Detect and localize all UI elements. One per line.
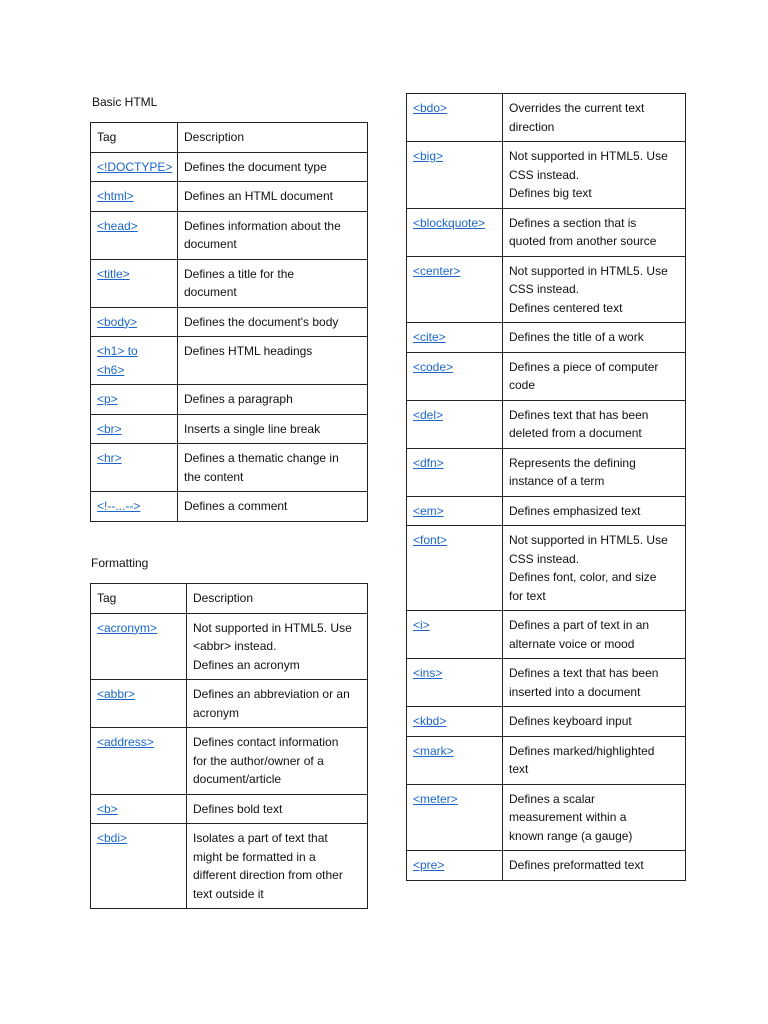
tag-description: Defines a title for the document (178, 259, 368, 307)
tag-link[interactable]: <acronym> (91, 613, 187, 680)
tag-link[interactable]: <blockquote> (407, 208, 503, 256)
table-row (91, 414, 368, 444)
table-row (91, 152, 368, 182)
tag-link[interactable]: <center> (407, 256, 503, 323)
table-row (407, 851, 686, 881)
table-row (407, 611, 686, 659)
tag-link[interactable]: <em> (407, 496, 503, 526)
table-row (407, 526, 686, 611)
tag-link[interactable]: <pre> (407, 851, 503, 881)
tag-description: Defines an abbreviation or an acronym (187, 680, 368, 728)
table-row (407, 142, 686, 209)
tag-description: Defines preformatted text (503, 851, 686, 881)
tag-description: Defines a comment (178, 492, 368, 522)
tag-link[interactable]: <b> (91, 794, 187, 824)
column-header-tag: Tag (91, 584, 187, 614)
table-row (407, 784, 686, 851)
tag-description: Defines a section that is quoted from another source (503, 208, 686, 256)
tag-link[interactable]: <hr> (91, 444, 178, 492)
tag-link[interactable]: <html> (91, 182, 178, 212)
table-row (91, 211, 368, 259)
table-row (407, 659, 686, 707)
tag-link[interactable]: <dfn> (407, 448, 503, 496)
table-row (91, 182, 368, 212)
tag-link[interactable]: <mark> (407, 736, 503, 784)
tag-description: Defines a scalar measurement within a known range (a gauge) (503, 784, 686, 851)
tag-link[interactable]: <abbr> (91, 680, 187, 728)
tag-link[interactable]: <h1> to <h6> (91, 337, 178, 385)
tag-link[interactable]: <big> (407, 142, 503, 209)
tag-link[interactable]: <!DOCTYPE> (91, 152, 178, 182)
tag-link[interactable]: <bdo> (407, 94, 503, 142)
table-row (407, 448, 686, 496)
table-row (91, 307, 368, 337)
tag-description: Defines a text that has been inserted into a document (503, 659, 686, 707)
table-row (91, 613, 368, 680)
tag-link[interactable]: <i> (407, 611, 503, 659)
table-row (91, 259, 368, 307)
table-row (407, 496, 686, 526)
tag-link[interactable]: <meter> (407, 784, 503, 851)
tag-link[interactable]: <address> (91, 728, 187, 795)
tag-description: Defines information about the document (178, 211, 368, 259)
formatting-table (90, 583, 368, 909)
tag-link[interactable]: <br> (91, 414, 178, 444)
table-row (407, 736, 686, 784)
tag-link[interactable]: <bdi> (91, 824, 187, 909)
tag-description: Defines text that has been deleted from a document (503, 400, 686, 448)
tag-description: Not supported in HTML5. Use <abbr> instead. Defines an acronym (187, 613, 368, 680)
table-row (91, 794, 368, 824)
table-header-row (91, 123, 368, 153)
tag-description: Defines contact information for the author/owner of a document/article (187, 728, 368, 795)
column-header-description: Description (178, 123, 368, 153)
section-heading-formatting: Formatting (91, 556, 149, 570)
tag-description: Defines a paragraph (178, 385, 368, 415)
tag-description: Defines HTML headings (178, 337, 368, 385)
table-row (91, 444, 368, 492)
tag-description: Overrides the current text direction (503, 94, 686, 142)
table-row (407, 208, 686, 256)
tag-description: Not supported in HTML5. Use CSS instead. Defines centered text (503, 256, 686, 323)
table-row (91, 728, 368, 795)
table-row (91, 385, 368, 415)
basic-html-table (90, 122, 368, 522)
tag-link[interactable]: <del> (407, 400, 503, 448)
tag-description: Defines emphasized text (503, 496, 686, 526)
tag-description: Defines bold text (187, 794, 368, 824)
tag-link[interactable]: <!--...--> (91, 492, 178, 522)
table-header-row (91, 584, 368, 614)
table-row (407, 352, 686, 400)
table-row (407, 707, 686, 737)
tag-description: Defines the document's body (178, 307, 368, 337)
tag-link[interactable]: <code> (407, 352, 503, 400)
tag-link[interactable]: <cite> (407, 323, 503, 353)
tag-description: Defines keyboard input (503, 707, 686, 737)
table-row (407, 400, 686, 448)
tag-description: Defines a thematic change in the content (178, 444, 368, 492)
tag-description: Defines an HTML document (178, 182, 368, 212)
tag-description: Represents the defining instance of a term (503, 448, 686, 496)
tag-description: Not supported in HTML5. Use CSS instead. Defines big text (503, 142, 686, 209)
tag-link[interactable]: <font> (407, 526, 503, 611)
section-heading-basic-html: Basic HTML (92, 95, 158, 109)
table-row (407, 256, 686, 323)
formatting-continued-table (406, 93, 686, 881)
tag-description: Defines marked/highlighted text (503, 736, 686, 784)
tag-link[interactable]: <head> (91, 211, 178, 259)
tag-link[interactable]: <p> (91, 385, 178, 415)
tag-description: Defines the document type (178, 152, 368, 182)
tag-description: Inserts a single line break (178, 414, 368, 444)
tag-description: Defines the title of a work (503, 323, 686, 353)
tag-link[interactable]: <ins> (407, 659, 503, 707)
column-header-tag: Tag (91, 123, 178, 153)
table-row (91, 824, 368, 909)
table-row (91, 492, 368, 522)
tag-description: Defines a piece of computer code (503, 352, 686, 400)
table-row (407, 94, 686, 142)
table-row (91, 337, 368, 385)
tag-link[interactable]: <title> (91, 259, 178, 307)
table-row (407, 323, 686, 353)
tag-description: Isolates a part of text that might be formatted in a different direction from other text outside it (187, 824, 368, 909)
tag-link[interactable]: <body> (91, 307, 178, 337)
tag-description: Not supported in HTML5. Use CSS instead. Defines font, color, and size for text (503, 526, 686, 611)
tag-link[interactable]: <kbd> (407, 707, 503, 737)
column-header-description: Description (187, 584, 368, 614)
table-row (91, 680, 368, 728)
tag-description: Defines a part of text in an alternate voice or mood (503, 611, 686, 659)
